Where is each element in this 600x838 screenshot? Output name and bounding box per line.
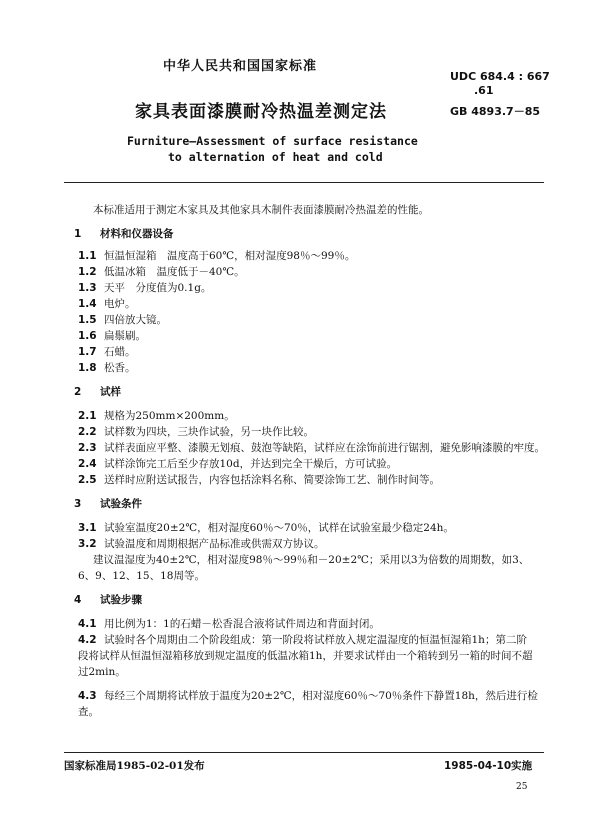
standard-org: 中华人民共和国国家标准: [163, 59, 318, 74]
item-3-2-note-line2: 6、9、12、15、18周等。: [78, 570, 205, 582]
item-4-3: [78, 689, 538, 703]
item-text: 试样涂饰完工后至少存放10d，并达到完全干燥后，方可试验。: [104, 458, 398, 470]
section-2-heading: [74, 385, 121, 399]
item-number: 2.3: [78, 442, 97, 454]
item-number: 3.2: [78, 538, 97, 550]
item-1-5: [78, 313, 167, 327]
effective-date: 1985-04-10实施: [444, 760, 533, 772]
item-text: 恒温恒湿箱 温度高于60℃，相对湿度98％～99％。: [104, 250, 356, 262]
udc-code: UDC 684.4 : 667: [450, 70, 550, 83]
item-1-6: [78, 329, 146, 343]
item-2-5: [78, 473, 440, 487]
item-number: 2.4: [78, 458, 97, 470]
item-1-8: [78, 361, 136, 375]
item-4-2: [78, 633, 527, 647]
item-number: 2.5: [78, 474, 97, 486]
header-divider: [64, 182, 544, 183]
udc-code-line2: .61: [474, 84, 494, 97]
item-1-2: [78, 265, 245, 279]
item-number: 4.2: [78, 634, 97, 646]
english-title-line1: Furniture—Assessment of surface resistance: [127, 134, 418, 148]
item-text: 四倍放大镜。: [104, 314, 167, 326]
item-4-2-line3: 过2min。: [78, 666, 126, 678]
item-text: 试样数为四块，三块作试验，另一块作比较。: [104, 426, 314, 438]
gb-code: GB 4893.7－85: [450, 105, 540, 118]
intro-paragraph: 本标准适用于测定木家具及其他家具木制件表面漆膜耐冷热温差的性能。: [93, 204, 429, 216]
item-number: 1.6: [78, 330, 97, 342]
item-4-3-line2: 查。: [78, 706, 99, 718]
item-1-3: [78, 281, 211, 295]
item-number: 3.1: [78, 522, 97, 534]
section-title: 试验条件: [100, 498, 142, 510]
item-4-2-line2: 段将试样从恒温恒湿箱移放到规定温度的低温冰箱1h，并要求试样由一个箱转到另一箱的时间不超: [78, 650, 533, 662]
item-number: 1.8: [78, 362, 97, 374]
section-4-heading: [74, 593, 142, 607]
item-text: 扁鬃刷。: [104, 330, 146, 342]
item-2-4: [78, 457, 397, 471]
item-text: 用比例为1：1的石蜡－松香混合液将试件周边和背面封闭。: [104, 618, 380, 630]
item-number: 4.3: [78, 690, 97, 702]
item-text: 低温冰箱 温度低于－40℃。: [104, 266, 245, 278]
item-text: 送样时应附送试报告，内容包括涂料名称、简要涂饰工艺、制作时间等。: [104, 474, 440, 486]
item-number: 1.7: [78, 346, 97, 358]
footer-divider: [64, 752, 544, 753]
item-text: 试验时各个周期由二个阶段组成：第一阶段将试样放入规定温湿度的恒温恒湿箱1h；第二阶: [104, 634, 527, 646]
item-number: 4.1: [78, 618, 97, 630]
section-title: 试验步骤: [100, 594, 142, 606]
section-title: 试样: [100, 386, 121, 398]
item-text: 天平 分度值为0.1g。: [104, 282, 212, 294]
english-title-line2: to alternation of heat and cold: [168, 150, 383, 164]
section-title: 材料和仪器设备: [100, 228, 174, 240]
item-number: 1.1: [78, 250, 97, 262]
item-text: 电炉。: [104, 298, 136, 310]
item-1-4: [78, 297, 136, 311]
section-1-heading: [74, 227, 174, 241]
item-4-1: [78, 617, 380, 631]
section-number: 4: [74, 594, 82, 606]
item-text: 每经三个周期将试样放于温度为20±2℃，相对湿度60％～70％条件下静置18h，然后进行检: [104, 690, 538, 702]
item-number: 1.5: [78, 314, 97, 326]
item-2-2: [78, 425, 314, 439]
item-3-2-note-line1: 建议温湿度为40±2℃，相对湿度98％～99％和－20±2℃；采用以3为倍数的周期数，如3、: [93, 554, 530, 566]
item-number: 2.1: [78, 410, 97, 422]
section-number: 1: [74, 228, 82, 240]
item-3-1: [78, 521, 454, 535]
item-number: 1.4: [78, 298, 97, 310]
issued-date: 国家标准局1985-02-01发布: [64, 760, 205, 772]
item-1-1: [78, 249, 355, 263]
item-number: 1.2: [78, 266, 97, 278]
item-text: 试验温度和周期根据产品标准或供需双方协议。: [104, 538, 325, 550]
item-number: 2.2: [78, 426, 97, 438]
page-number: 25: [516, 782, 528, 792]
item-number: 1.3: [78, 282, 97, 294]
item-2-1: [78, 409, 235, 423]
item-2-3: [78, 441, 545, 455]
section-number: 2: [74, 386, 82, 398]
item-1-7: [78, 345, 136, 359]
item-3-2: [78, 537, 325, 551]
section-number: 3: [74, 498, 82, 510]
item-text: 试样表面应平整、漆膜无划痕、鼓泡等缺陷，试样应在涂饰前进行锯割，避免影响漆膜的牢度。: [104, 442, 545, 454]
page-title: 家具表面漆膜耐冷热温差测定法: [135, 102, 387, 122]
item-text: 石蜡。: [104, 346, 136, 358]
section-3-heading: [74, 497, 142, 511]
item-text: 规格为250mm×200mm。: [104, 410, 235, 422]
item-text: 试验室温度20±2℃，相对湿度60％～70％，试样在试验室最少稳定24h。: [104, 522, 454, 534]
item-text: 松香。: [104, 362, 136, 374]
